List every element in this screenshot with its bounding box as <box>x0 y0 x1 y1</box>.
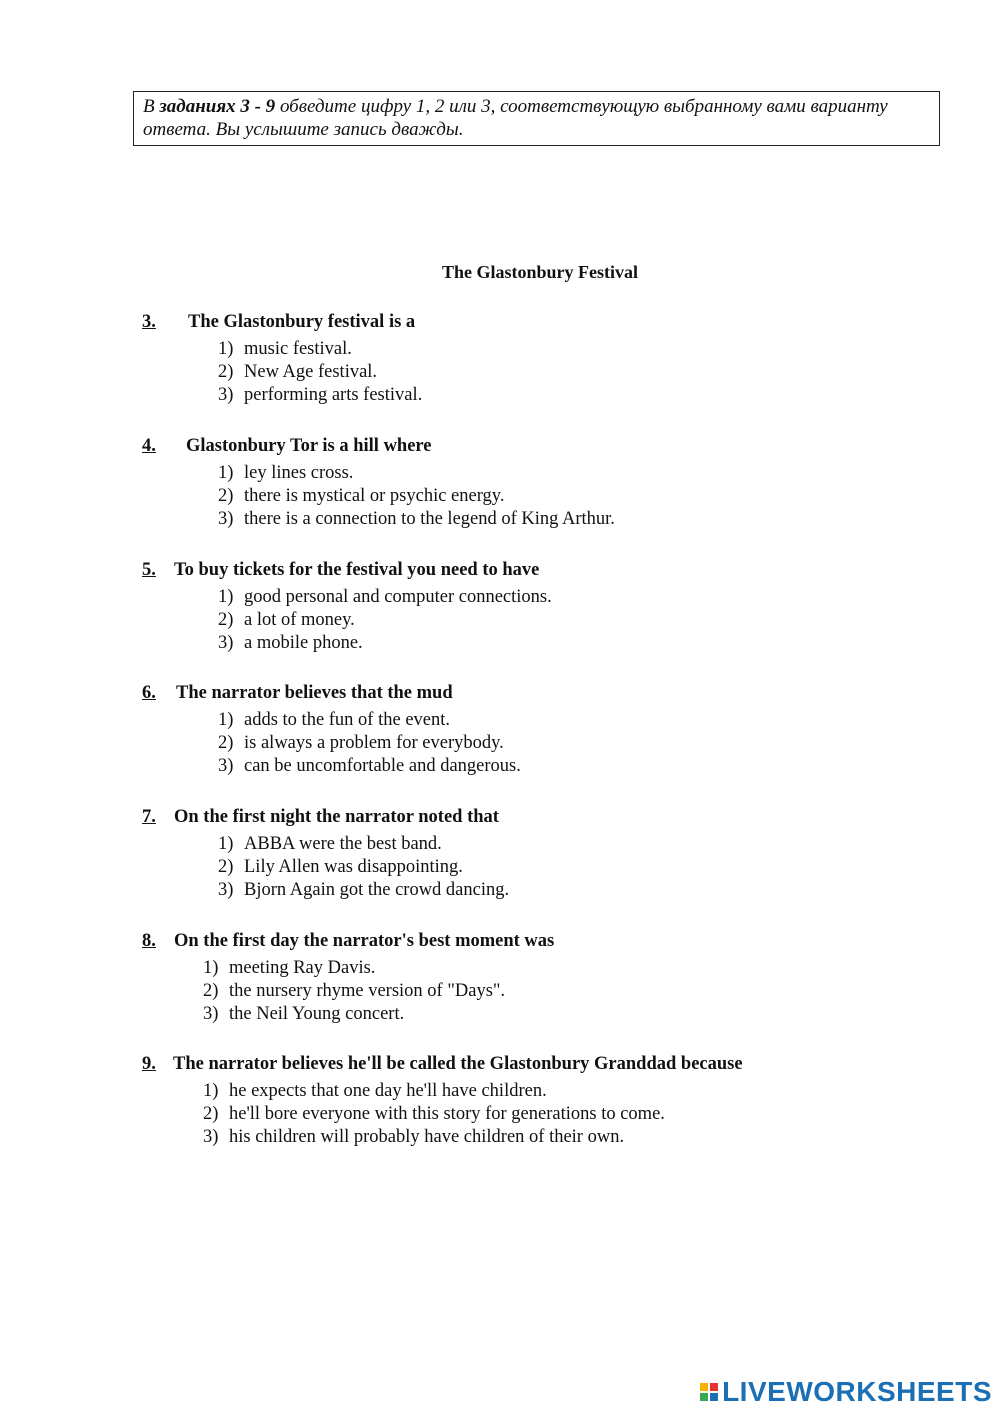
question-header <box>142 434 615 458</box>
option-list <box>218 462 615 531</box>
question-number: 6. <box>142 683 156 703</box>
question-text: The narrator believes he'll be called the Glastonbury Granddad because <box>173 1054 743 1074</box>
question-4 <box>142 434 615 531</box>
instruction-prefix: В <box>143 96 160 117</box>
option-3[interactable]: 3) the Neil Young concert. <box>203 1004 405 1024</box>
question-header <box>142 1052 743 1076</box>
option-3[interactable]: 3) performing arts festival. <box>218 385 423 405</box>
option-list <box>218 338 422 407</box>
question-header <box>142 310 422 334</box>
option-3[interactable]: 3) there is a connection to the legend of King Arthur. <box>218 509 615 529</box>
option-1[interactable]: 1) he expects that one day he'll have children. <box>203 1081 547 1101</box>
question-text: On the first night the narrator noted that <box>174 807 499 827</box>
option-list <box>203 957 554 1026</box>
question-9 <box>142 1052 743 1149</box>
question-header <box>142 929 554 953</box>
question-number: 3. <box>142 312 156 332</box>
option-1[interactable]: 1) good personal and computer connections. <box>218 587 552 607</box>
question-number: 8. <box>142 931 156 951</box>
option-list <box>218 709 521 778</box>
question-6 <box>142 681 521 778</box>
question-header <box>142 805 509 829</box>
option-list <box>218 833 509 902</box>
question-number: 5. <box>142 560 156 580</box>
option-1[interactable]: 1) meeting Ray Davis. <box>203 958 376 978</box>
instruction-text: обведите цифру 1, 2 или 3, соответствующую выбранному вами варианту ответа. Вы услышите запись дважды. <box>143 96 888 140</box>
question-header <box>142 558 552 582</box>
question-3 <box>142 310 422 407</box>
question-header <box>142 681 521 705</box>
option-3[interactable]: 3) Bjorn Again got the crowd dancing. <box>218 880 510 900</box>
instruction-box <box>133 91 940 146</box>
instruction-bold: заданиях 3 - 9 <box>159 96 276 117</box>
option-1[interactable]: 1) ABBA were the best band. <box>218 834 442 854</box>
logo-square-icon <box>700 1383 708 1391</box>
option-2[interactable]: 2) a lot of money. <box>218 610 355 630</box>
option-list <box>203 1080 743 1149</box>
option-list <box>218 586 552 655</box>
option-2[interactable]: 2) Lily Allen was disappointing. <box>218 857 463 877</box>
logo-square-icon <box>700 1393 708 1401</box>
option-2[interactable]: 2) is always a problem for everybody. <box>218 733 504 753</box>
question-text: Glastonbury Tor is a hill where <box>186 436 432 456</box>
question-7 <box>142 805 509 902</box>
option-1[interactable]: 1) music festival. <box>218 339 352 359</box>
question-text: The Glastonbury festival is a <box>188 312 416 332</box>
option-1[interactable]: 1) adds to the fun of the event. <box>218 710 451 730</box>
logo-square-icon <box>710 1393 718 1401</box>
question-5 <box>142 558 552 655</box>
option-3[interactable]: 3) a mobile phone. <box>218 633 363 653</box>
logo-square-icon <box>710 1383 718 1391</box>
question-number: 7. <box>142 807 156 827</box>
question-number: 4. <box>142 436 156 456</box>
question-number: 9. <box>142 1054 156 1074</box>
question-8 <box>142 929 554 1026</box>
question-text: On the first day the narrator's best moment was <box>174 931 555 951</box>
option-2[interactable]: 2) New Age festival. <box>218 362 378 382</box>
option-3[interactable]: 3) his children will probably have children of their own. <box>203 1127 625 1147</box>
option-1[interactable]: 1) ley lines cross. <box>218 463 354 483</box>
page-title: The Glastonbury Festival <box>441 262 638 282</box>
option-2[interactable]: 2) he'll bore everyone with this story for generations to come. <box>203 1104 665 1124</box>
question-text: To buy tickets for the festival you need to have <box>174 560 540 580</box>
logo-mark-icon <box>700 1383 718 1401</box>
logo-text: LIVEWORKSHEETS <box>722 1376 992 1407</box>
option-2[interactable]: 2) the nursery rhyme version of "Days". <box>203 981 506 1001</box>
liveworksheets-logo <box>700 1376 992 1408</box>
option-3[interactable]: 3) can be uncomfortable and dangerous. <box>218 756 521 776</box>
option-2[interactable]: 2) there is mystical or psychic energy. <box>218 486 505 506</box>
question-text: The narrator believes that the mud <box>176 683 453 703</box>
